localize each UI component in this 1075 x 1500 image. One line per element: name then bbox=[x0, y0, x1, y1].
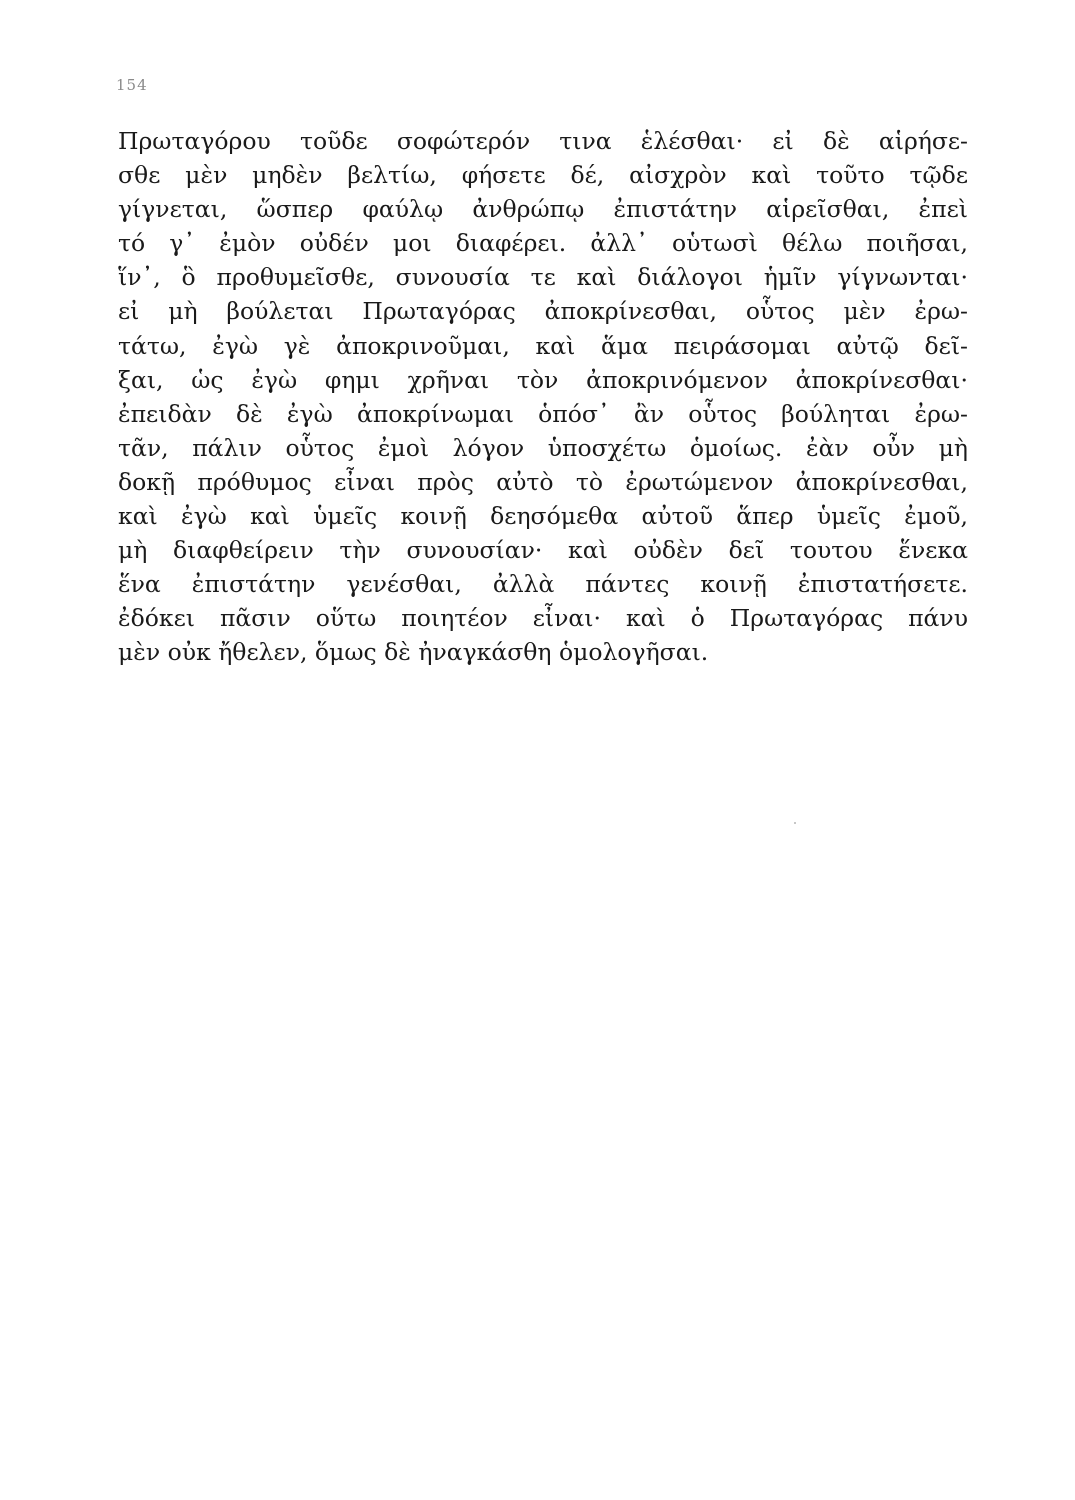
text-line: εἰ μὴ βούλεται Πρωταγόρας ἀποκρίνεσθαι, οὗτος μὲν ἐρω- bbox=[118, 297, 968, 326]
text-line: σθε μὲν μηδὲν βελτίω, φήσετε δέ, αἰσχρὸν καὶ τοῦτο τῷδε bbox=[118, 161, 968, 190]
text-line-last: μὲν οὐκ ἤθελεν, ὅμως δὲ ἠναγκάσθη ὁμολογῆσαι. bbox=[118, 638, 709, 667]
scan-speck bbox=[794, 822, 796, 824]
greek-text-block bbox=[118, 124, 968, 670]
text-line: Πρωταγόρου τοῦδε σοφώτερόν τινα ἑλέσθαι· εἰ δὲ αἱρήσε- bbox=[118, 127, 968, 155]
text-line: ἕνα ἐπιστάτην γενέσθαι, ἀλλὰ πάντες κοινῇ ἐπιστατήσετε. bbox=[118, 570, 968, 599]
text-line: ἐπειδὰν δὲ ἐγὼ ἀποκρίνωμαι ὁπόσ᾽ ἂν οὗτος βούληται ἐρω- bbox=[118, 399, 968, 428]
text-line: τό γ᾽ ἐμὸν οὐδέν μοι διαφέρει. ἀλλ᾽ οὑτωσὶ θέλω ποιῆσαι, bbox=[118, 229, 968, 258]
text-line: μὴ διαφθείρειν τὴν συνουσίαν· καὶ οὐδὲν δεῖ τουτου ἕνεκα bbox=[118, 536, 968, 565]
page-number: 154 bbox=[116, 76, 148, 94]
text-line: ἐδόκει πᾶσιν οὕτω ποιητέον εἶναι· καὶ ὁ Πρωταγόρας πάνυ bbox=[118, 604, 968, 633]
text-line: ἵν᾽, ὃ προθυμεῖσθε, συνουσία τε καὶ διάλογοι ἡμῖν γίγνωνται· bbox=[118, 263, 968, 292]
text-line: τᾶν, πάλιν οὗτος ἐμοὶ λόγον ὑποσχέτω ὁμοίως. ἐὰν οὖν μὴ bbox=[118, 433, 968, 462]
text-line: ξαι, ὡς ἐγὼ φημι χρῆναι τὸν ἀποκρινόμενον ἀποκρίνεσθαι· bbox=[118, 365, 968, 394]
text-line: καὶ ἐγὼ καὶ ὑμεῖς κοινῇ δεησόμεθα αὐτοῦ ἅπερ ὑμεῖς ἐμοῦ, bbox=[118, 502, 968, 531]
text-line: τάτω, ἐγὼ γὲ ἀποκρινοῦμαι, καὶ ἅμα πειράσομαι αὐτῷ δεῖ- bbox=[118, 331, 968, 360]
text-line: γίγνεται, ὥσπερ φαύλῳ ἀνθρώπῳ ἐπιστάτην αἱρεῖσθαι, ἐπεὶ bbox=[118, 195, 968, 224]
text-line: δοκῇ πρόθυμος εἶναι πρὸς αὐτὸ τὸ ἐρωτώμενον ἀποκρίνεσθαι, bbox=[118, 467, 968, 496]
